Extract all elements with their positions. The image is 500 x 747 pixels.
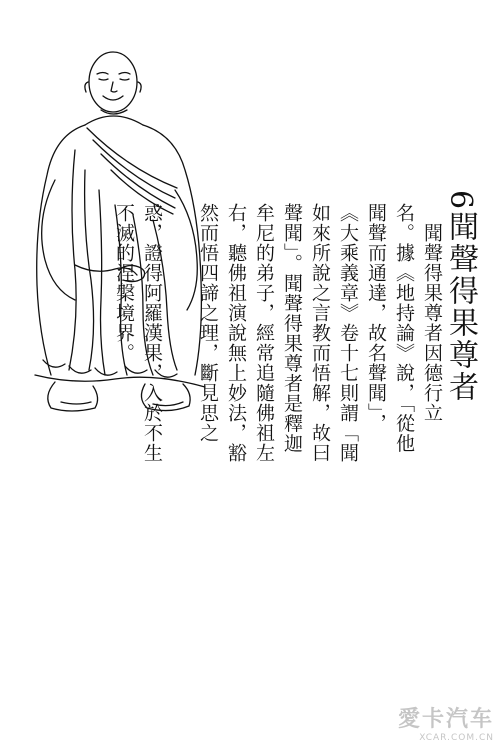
watermark-url: XCAR.COM.CN: [419, 733, 494, 743]
chapter-title: 6聞聲得果尊者: [443, 190, 478, 404]
text-line: 右，聽佛祖演說無上妙法，豁: [225, 203, 247, 463]
text-line: 聞聲而通達，故名聲聞」，: [365, 203, 387, 434]
body-text: [113, 203, 446, 723]
text-line: 聲聞」。聞聲得果尊者是釋迦: [281, 203, 303, 454]
text-line: 然而悟四諦之理，斷見思之: [197, 203, 219, 443]
text-line: 《大乘義章》卷十七則謂「聞: [337, 203, 359, 463]
text-line: 如來所說之言教而悟解，故曰: [309, 203, 331, 463]
text-line: 名。據《地持論》說，「從他: [393, 203, 415, 454]
text-line: 聞聲得果尊者因德行立: [421, 203, 443, 423]
text-line: 惑，證得阿羅漢果，入於不生: [141, 203, 163, 463]
watermark-text: 愛卡汽车: [397, 707, 494, 732]
watermark: [398, 702, 494, 743]
text-line: 不滅的涅槃境界。: [113, 203, 135, 363]
text-line: [166, 203, 194, 723]
text-line: 牟尼的弟子，經常追隨佛祖左: [253, 203, 275, 463]
